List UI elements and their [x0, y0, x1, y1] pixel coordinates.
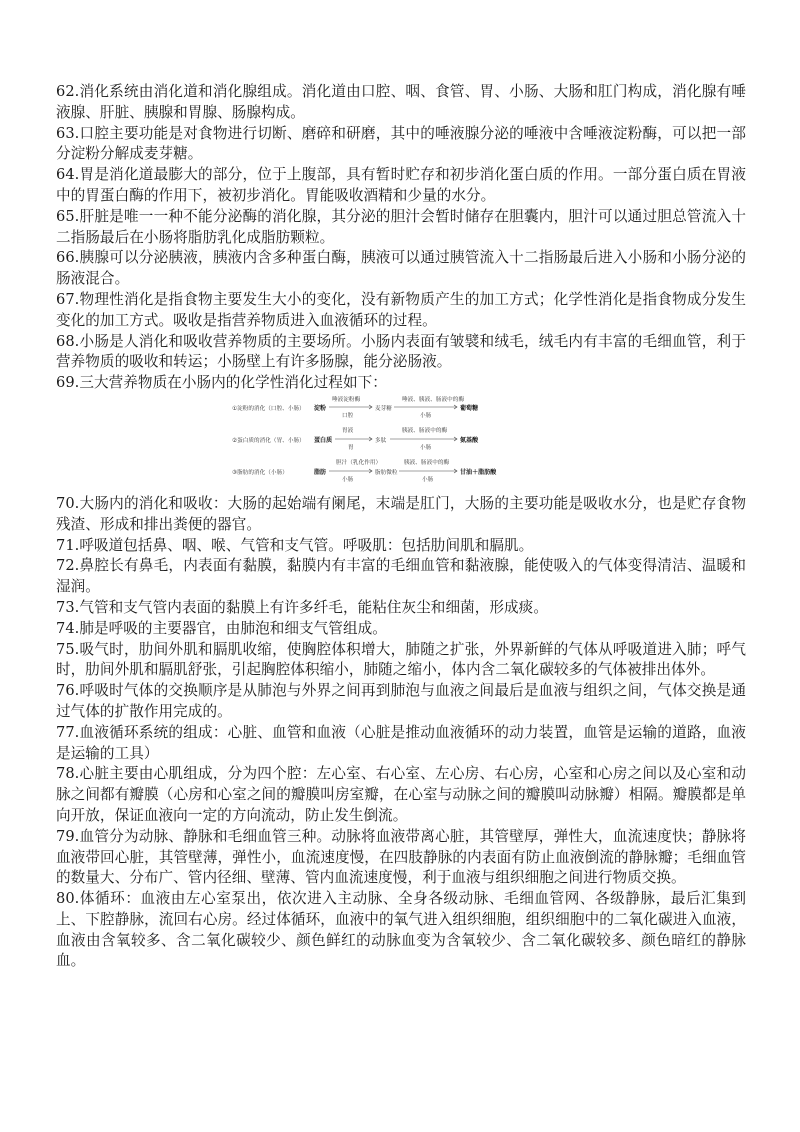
paragraph-64: 64.胃是消化道最膨大的部分，位于上腹部，具有暂时贮存和初步消化蛋白质的作用。一部分蛋白质在胃液中的胃蛋白酶的作用下，被初步消化。胃能吸收酒精和少量的水分。 [56, 166, 746, 204]
row3-start: 脂肪 [314, 468, 327, 476]
row1-place2: 小肠 [420, 412, 432, 419]
row2-place2: 小肠 [420, 444, 432, 451]
row1-place1: 口腔 [342, 412, 354, 419]
paragraph-73: 73.气管和支气管内表面的黏膜上有许多纤毛，能粘住灰尘和细菌，形成痰。 [56, 598, 548, 616]
row1-mid: 麦芽糖 [375, 405, 392, 412]
row3-label: ③脂肪的消化（小肠） [232, 469, 288, 476]
row2-enzyme2: 胰液、肠液中的酶 [402, 427, 448, 434]
row2-end: 氨基酸 [460, 436, 479, 444]
row1-end: 葡萄糖 [460, 404, 479, 412]
paragraph-69: 69.三大营养物质在小肠内的化学性消化过程如下： [56, 374, 387, 392]
row3-end: 甘油＋脂肪酸 [460, 468, 497, 476]
row2-mid: 多肽 [375, 437, 387, 444]
paragraph-62: 62.消化系统由消化道和消化腺组成。消化道由口腔、咽、食管、胃、小肠、大肠和肛门构成，消化腺有唾液腺、肝脏、胰腺和胃腺、肠腺构成。 [56, 83, 746, 121]
paragraph-77: 77.血液循环系统的组成：心脏、血管和血液（心脏是推动血液循环的动力装置，血管是运输的道路，血液是运输的工具） [56, 723, 746, 762]
row3-enzyme1: 胆汁（乳化作用） [336, 459, 382, 466]
row2-enzyme1: 胃液 [342, 427, 354, 434]
row2-start: 蛋白质 [314, 436, 333, 444]
row1-enzyme1: 唾液淀粉酶 [332, 396, 361, 403]
paragraph-80: 80.体循环：血液由左心室泵出，依次进入主动脉、全身各级动脉、毛细血管网、各级静脉，最后汇集到上、下腔静脉，流回右心房。经过体循环，血液中的氧气进入组织细胞，组织细胞中的二氧化碳进入血液，血液由含氧较多、含二氧化碳较少、颜色鲜红的动脉血变为含氧较少、含二氧化碳较多、颜色暗红的静脉血。 [56, 890, 746, 970]
paragraph-78: 78.心脏主要由心肌组成，分为四个腔：左心室、右心室、左心房、右心房，心室和心房之间以及心室和动脉之间都有瓣膜（心房和心室之间的瓣膜叫房室瓣，在心室与动脉之间的瓣膜叫动脉瓣）相隔。瓣膜都是单向开放，保证血液向一定的方向流动，防止发生倒流。 [56, 765, 746, 824]
paragraph-75: 75.吸气时，肋间外肌和膈肌收缩，使胸腔体积增大，肺随之扩张，外界新鲜的气体从呼吸道进入肺；呼气时，肋间外肌和膈肌舒张，引起胸腔体积缩小，肺随之缩小，体内含二氧化碳较多的气体被排出体外。 [56, 640, 746, 679]
row3-place1: 小肠 [342, 476, 354, 483]
paragraph-65: 65.肝脏是唯一一种不能分泌酶的消化腺，其分泌的胆汁会暂时储存在胆囊内，胆汁可以通过胆总管流入十二指肠最后在小肠将脂肪乳化成脂肪颗粒。 [56, 207, 746, 246]
digestion-process-figure [232, 396, 502, 486]
paragraph-63: 63.口腔主要功能是对食物进行切断、磨碎和研磨，其中的唾液腺分泌的唾液中含唾液淀粉酶，可以把一部分淀粉分解成麦芽糖。 [56, 124, 746, 163]
row2-label: ②蛋白质的消化（胃、小肠） [232, 437, 305, 444]
paragraph-71: 71.呼吸道包括鼻、咽、喉、气管和支气管。呼吸肌：包括肋间肌和膈肌。 [56, 536, 534, 554]
row1-start: 淀粉 [314, 404, 327, 412]
paragraph-72: 72.鼻腔长有鼻毛，内表面有黏膜，黏膜内有丰富的毛细血管和黏液腺，能使吸入的气体变得清洁、温暖和湿润。 [56, 557, 746, 596]
row3-enzyme2: 胰液、肠液中的酶 [404, 459, 450, 466]
row3-mid: 脂肪微粒 [375, 469, 398, 476]
document-content [56, 82, 746, 972]
paragraphs-after [56, 494, 746, 972]
paragraph-74: 74.肺是呼吸的主要器官，由肺泡和细支气管组成。 [56, 619, 387, 637]
row2-place1: 胃 [348, 444, 354, 451]
paragraph-76: 76.呼吸时气体的交换顺序是从肺泡与外界之间再到肺泡与血液之间最后是血液与组织之间，气体交换是通过气体的扩散作用完成的。 [56, 682, 746, 720]
digestion-diagram [232, 396, 502, 486]
row1-enzyme2: 唾液、胰液、肠液中的酶 [402, 396, 465, 403]
paragraphs-before [56, 82, 746, 394]
paragraph-67: 67.物理性消化是指食物主要发生大小的变化，没有新物质产生的加工方式；化学性消化是指食物成分发生变化的加工方式。吸收是指营养物质进入血液循环的过程。 [56, 290, 746, 329]
row3-place2: 小肠 [422, 476, 434, 483]
row1-label: ①淀粉的消化（口腔、小肠） [232, 405, 305, 412]
paragraph-68: 68.小肠是人消化和吸收营养物质的主要场所。小肠内表面有皱襞和绒毛，绒毛内有丰富的毛细血管，利于营养物质的吸收和转运；小肠壁上有许多肠腺，能分泌肠液。 [56, 332, 746, 371]
paragraph-70: 70.大肠内的消化和吸收：大肠的起始端有阑尾，末端是肛门，大肠的主要功能是吸收水分，也是贮存食物残渣、形成和排出粪便的器官。 [56, 494, 746, 533]
paragraph-66: 66.胰腺可以分泌胰液，胰液内含多种蛋白酶，胰液可以通过胰管流入十二指肠最后进入小肠和小肠分泌的肠液混合。 [56, 249, 746, 288]
paragraph-79: 79.血管分为动脉、静脉和毛细血管三种。动脉将血液带离心脏，其管壁厚，弹性大，血流速度快；静脉将血液带回心脏，其管壁薄，弹性小，血流速度慢，在四肢静脉的内表面有防止血液倒流的静脉瓣；毛细血管的数量大、分布广、管内径细、壁薄、管内血流速度慢，利于血液与组织细胞之间进行物质交换。 [56, 827, 746, 887]
